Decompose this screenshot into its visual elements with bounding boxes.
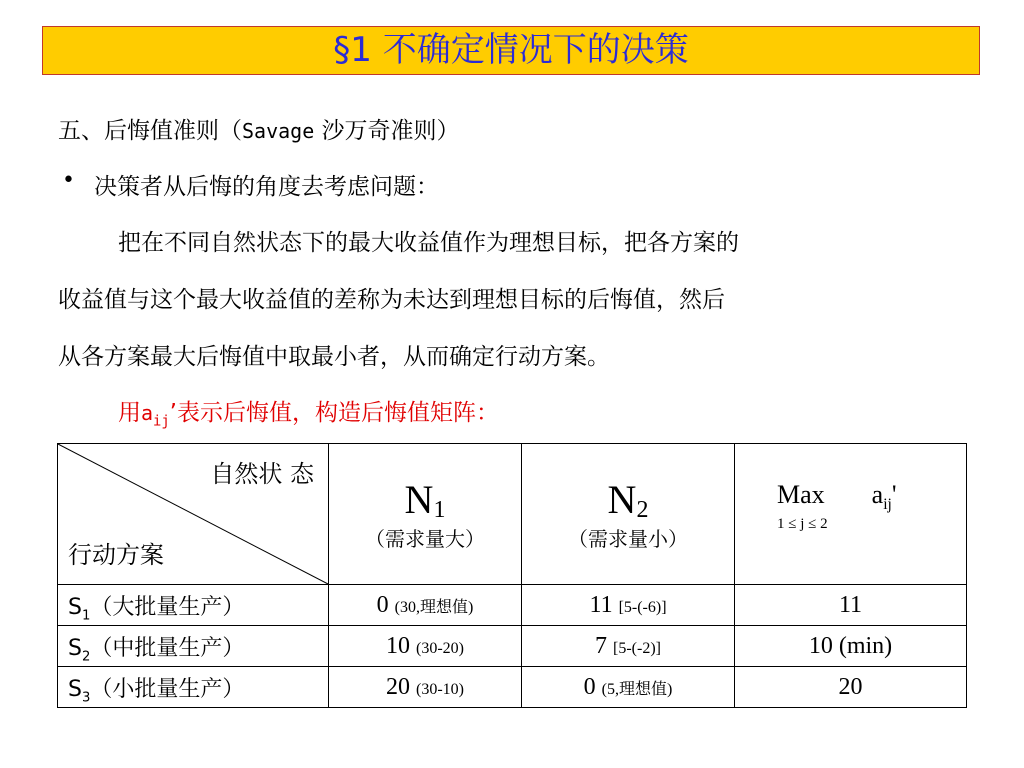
- plan-cell-s1: [58, 585, 329, 626]
- plan-cell-s3: [58, 667, 329, 708]
- note-var: a: [141, 401, 154, 425]
- plan-s3-sub: 3: [81, 689, 91, 705]
- max-prime: ': [891, 480, 897, 509]
- col-header-n1: [329, 444, 522, 585]
- plan-s2-desc: （中批量生产）: [90, 635, 245, 661]
- value-s1-n1: 0: [376, 591, 389, 618]
- plan-s1-symbol: S: [68, 594, 82, 620]
- note-s1-n2: [5-(-6)]: [618, 598, 667, 616]
- plan-s2-sub: 2: [81, 648, 91, 664]
- col-header-n2: [522, 444, 735, 585]
- slide-title: §1 不确定情况下的决策: [42, 26, 980, 75]
- cell-s3-max: 20: [735, 667, 967, 708]
- regret-note: [118, 394, 499, 430]
- table-row: [58, 585, 967, 626]
- max-label: Max: [777, 480, 825, 509]
- heading-suffix: 沙万奇准则）: [314, 118, 460, 144]
- paragraph-line-3: 从各方案最大后悔值中取最小者，从而确定行动方案。: [58, 344, 610, 370]
- note-var-sub: ij: [153, 413, 170, 430]
- note-after: ’表示后悔值，构造后悔值矩阵：: [169, 400, 499, 426]
- note-s3-n1: (30-10): [416, 680, 464, 698]
- cell-s1-max: 11: [735, 585, 967, 626]
- corner-state-label: 自然状 态: [210, 460, 314, 488]
- value-s2-n1: 10: [386, 632, 410, 659]
- plan-s3-desc: （小批量生产）: [90, 676, 245, 702]
- value-s2-n2: 7: [595, 632, 608, 659]
- table-row: [58, 667, 967, 708]
- table-row: [58, 626, 967, 667]
- value-s1-n2: 11: [589, 591, 613, 618]
- note-s3-n2: (5,理想值): [601, 680, 673, 698]
- regret-matrix: [57, 443, 967, 708]
- value-s3-n2: 0: [583, 673, 596, 700]
- col-n1-desc: （需求量大）: [365, 527, 485, 551]
- paragraph-line-2: 收益值与这个最大收益值的差称为未达到理想目标的后悔值，然后: [58, 287, 725, 313]
- section-heading: [58, 112, 460, 145]
- col-n2-symbol: N: [607, 477, 637, 522]
- cell-s1-n2: [522, 585, 735, 626]
- note-before: 用: [118, 400, 141, 426]
- plan-s1-desc: （大批量生产）: [90, 594, 245, 620]
- heading-prefix: 五、后悔值准则（: [58, 118, 242, 144]
- note-s2-n2: [5-(-2)]: [613, 639, 661, 657]
- heading-savage: Savage: [242, 119, 315, 143]
- col-n1-symbol: N: [404, 477, 434, 522]
- max-var-sub: ij: [883, 496, 892, 514]
- cell-s2-n2: [522, 626, 735, 667]
- plan-s1-sub: 1: [81, 607, 91, 623]
- paragraph-line-1: 把在不同自然状态下的最大收益值作为理想目标，把各方案的: [118, 230, 739, 256]
- value-s3-n1: 20: [386, 673, 410, 700]
- note-s2-n1: (30-20): [416, 639, 464, 657]
- plan-s3-symbol: S: [68, 676, 82, 702]
- col-n2-sub: 2: [636, 497, 649, 524]
- table-header-row: [58, 444, 967, 585]
- corner-plan-label: 行动方案: [68, 541, 164, 569]
- cell-s3-n1: [329, 667, 522, 708]
- cell-s2-n1: [329, 626, 522, 667]
- max-var: a: [871, 480, 884, 509]
- col-n1-sub: 1: [433, 497, 446, 524]
- col-n2-desc: （需求量小）: [568, 527, 688, 551]
- cell-s3-n2: [522, 667, 735, 708]
- bullet-text: 决策者从后悔的角度去考虑问题：: [94, 174, 439, 200]
- note-s1-n1: (30,理想值): [394, 598, 474, 616]
- cell-s1-n1: [329, 585, 522, 626]
- plan-cell-s2: [58, 626, 329, 667]
- bullet-dot: •: [62, 168, 75, 193]
- plan-s2-symbol: S: [68, 635, 82, 661]
- col-header-max: [735, 444, 967, 585]
- corner-cell: [58, 444, 329, 585]
- max-range: 1 ≤ j ≤ 2: [777, 516, 828, 532]
- cell-s2-max: 10 (min): [735, 626, 967, 667]
